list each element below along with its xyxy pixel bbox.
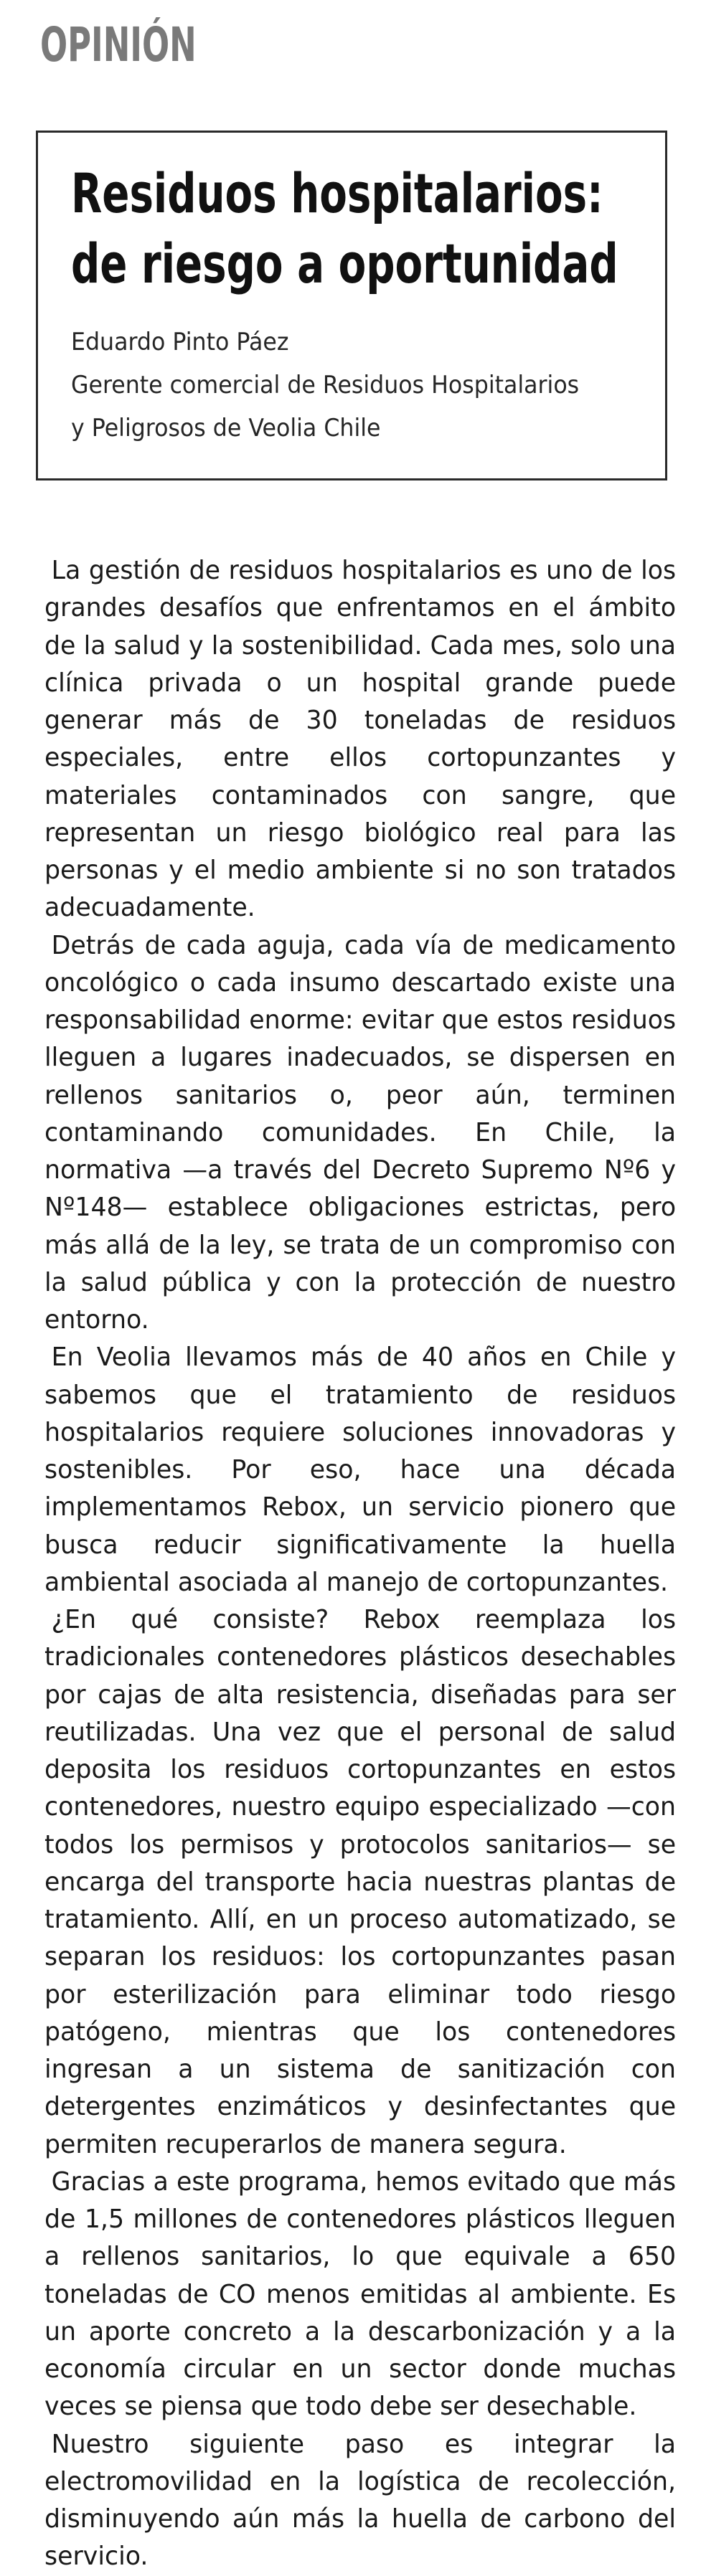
headline-line-1: Residuos hospitalarios: <box>71 161 603 225</box>
headline-box <box>36 131 667 480</box>
article-paragraph-1: La gestión de residuos hospitalarios es uno de los grandes desafíos que enfrentamos en el ámbito de la salud y la sostenibilidad. Cada mes, solo una clínica privada o un hospital grande puede generar más de 30 toneladas de residuos especiales, entre ellos cortopunzantes y materiales contaminados con sangre, que representan un riesgo biológico real para las personas y el medio ambiente si no son tratados adecuadamente. <box>44 556 677 923</box>
article-paragraph-2: Detrás de cada aguja, cada vía de medicamento oncológico o cada insumo descartado existe una responsabilidad enorme: evitar que estos residuos lleguen a lugares inadecuados, se dispersen en rellenos sanitarios o, peor aún, terminen contaminando comunidades. En Chile, la normativa —a través del Decreto Supremo Nº6 y Nº148— establece obligaciones estrictas, pero más allá de la ley, se trata de un compromiso con la salud pública y con la protección de nuestro entorno. <box>44 930 677 1335</box>
article-paragraph-5: Gracias a este programa, hemos evitado que más de 1,5 millones de contenedores plásticos lleguen a rellenos sanitarios, lo que equivale a 650 toneladas de CO menos emitidas al ambiente. Es un aporte concreto a la descarbonización y a la economía circular en un sector donde muchas veces se piensa que todo debe ser desechable. <box>44 2167 677 2422</box>
author-role-line-2: y Peligrosos de Veolia Chile <box>71 414 381 442</box>
author-name: Eduardo Pinto Páez <box>71 328 289 356</box>
headline <box>71 158 618 299</box>
article-paragraph-6: Nuestro siguiente paso es integrar la electromovilidad en la logística de recolección, disminuyendo aún más la huella de carbono del servicio. <box>44 2429 677 2572</box>
headline-line-2: de riesgo a oportunidad <box>71 232 618 295</box>
section-label: OPINIÓN <box>40 17 197 72</box>
article-paragraph-3: En Veolia llevamos más de 40 años en Chile y sabemos que el tratamiento de residuos hospitalarios requiere soluciones innovadoras y sostenibles. Por eso, hace una década implementamos Rebox, un servicio pionero que busca reducir significativamente la huella ambiental asociada al manejo de cortopunzantes. <box>44 1343 677 1597</box>
article-body <box>44 552 676 2576</box>
article-paragraph-4: ¿En qué consiste? Rebox reemplaza los tradicionales contenedores plásticos desechables por cajas de alta resistencia, diseñadas para ser reutilizadas. Una vez que el personal de salud deposita los residuos cortopunzantes en estos contenedores, nuestro equipo especializado —con todos los permisos y protocolos sanitarios— se encarga del transporte hacia nuestras plantas de tratamiento. Allí, en un proceso automatizado, se separan los residuos: los cortopunzantes pasan por esterilización para eliminar todo riesgo patógeno, mientras que los contenedores ingresan a un sistema de sanitización con detergentes enzimáticos y desinfectantes que permiten recuperarlos de manera segura. <box>44 1605 677 2159</box>
byline <box>71 321 579 450</box>
author-role-line-1: Gerente comercial de Residuos Hospitalarios <box>71 371 580 399</box>
